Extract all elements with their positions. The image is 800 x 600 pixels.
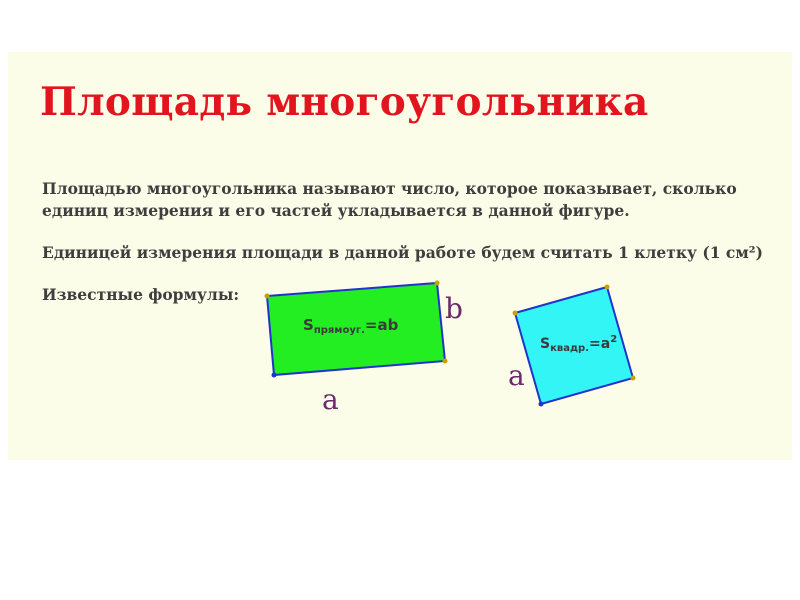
rectangle-vertex <box>265 294 270 299</box>
square-vertex <box>605 285 610 290</box>
square-formula: $S_{квадр.}=a^2$ <box>540 334 618 354</box>
square-figure <box>508 285 636 407</box>
rectangle-vertex <box>272 373 277 378</box>
rectangle-vertex <box>443 359 448 364</box>
rectangle-side-b-label: b <box>445 292 463 325</box>
slide-title: Площадь многоугольника <box>40 79 649 125</box>
formulas-heading: Известные формулы: <box>42 285 240 304</box>
square-vertex <box>539 402 544 407</box>
rectangle-vertex <box>435 281 440 286</box>
rectangle-side-a-label: a <box>322 383 339 416</box>
definition-text: Площадью многоугольника называют число, которое показывает, сколько единиц измерения и его частей укладывается в данной фигуре. <box>42 179 737 220</box>
square-vertex <box>513 311 518 316</box>
square-vertex <box>631 376 636 381</box>
rectangle-formula: $S_{прямоуг.}=ab$ <box>303 316 399 336</box>
unit-note-text: Единицей измерения площади в данной работе будем считать 1 клетку (1 см²) <box>42 243 763 262</box>
rectangle-figure <box>265 281 463 417</box>
square-side-a-label: a <box>508 359 525 392</box>
